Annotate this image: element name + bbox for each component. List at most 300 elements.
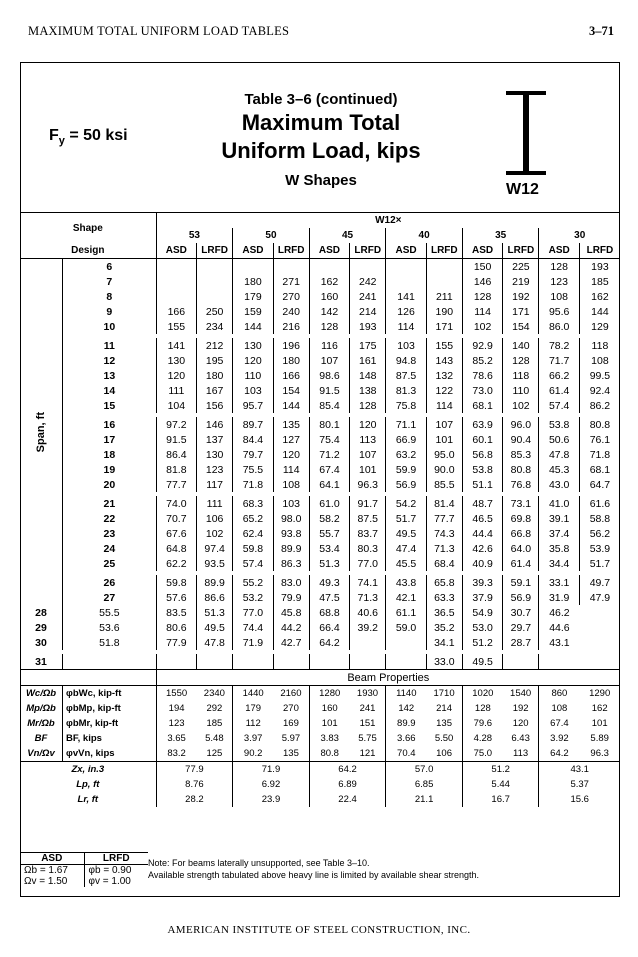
legend-phi-v: φv = 1.00	[88, 876, 131, 887]
load-cell: 58.2	[309, 511, 349, 526]
size-header-40: 40	[386, 228, 463, 243]
load-cell: 39.1	[539, 511, 579, 526]
load-cell: 116	[309, 338, 349, 353]
property-value: 185	[206, 718, 223, 729]
section-property-value: 77.9	[156, 762, 233, 778]
load-cell: 65.2	[233, 511, 273, 526]
load-cell: 102	[503, 398, 539, 413]
load-cell: 241	[350, 289, 386, 304]
table-row	[20, 605, 620, 620]
section-property-value: 43.1	[539, 762, 620, 778]
load-cell: 114	[386, 319, 426, 334]
section-property-value: 5.37	[539, 777, 620, 792]
load-cell: 91.5	[156, 432, 196, 447]
asd-header: ASD	[539, 243, 579, 259]
table-row	[20, 541, 620, 556]
property-row	[20, 731, 620, 746]
load-cell: 56.8	[462, 447, 502, 462]
load-cell: 46.2	[539, 605, 579, 620]
table-row	[20, 654, 620, 670]
load-cell: 43.1	[539, 635, 579, 650]
load-cell: 49.5	[462, 654, 502, 670]
property-value: 2340	[203, 688, 225, 699]
load-cell: 77.9	[156, 635, 196, 650]
load-cell: 167	[197, 383, 233, 398]
load-cell	[426, 259, 462, 275]
load-cell: 180	[273, 353, 309, 368]
load-cell: 34.1	[426, 635, 462, 650]
span-label-cell	[20, 259, 63, 606]
load-cell: 126	[386, 304, 426, 319]
load-cell: 79.9	[273, 590, 309, 605]
load-cell: 68.4	[426, 556, 462, 571]
load-cell: 73.1	[503, 496, 539, 511]
load-cell: 140	[503, 338, 539, 353]
load-cell: 57.6	[156, 590, 196, 605]
load-cell: 90.0	[426, 462, 462, 477]
property-value: 1140	[386, 686, 426, 702]
load-cell: 44.2	[273, 620, 309, 635]
section-property-row	[20, 792, 620, 807]
lrfd-header: LRFD	[579, 243, 620, 259]
load-cell: 57.4	[539, 398, 579, 413]
load-cell: 120	[273, 447, 309, 462]
load-cell: 154	[273, 383, 309, 398]
load-cell: 106	[197, 511, 233, 526]
load-cell: 144	[579, 304, 620, 319]
property-value: 5.89	[590, 733, 609, 744]
yield-stress: $F_y = 50$ ksi	[49, 127, 128, 148]
load-cell: 96.3	[350, 477, 386, 492]
property-value: 125	[206, 748, 223, 759]
load-cell: 120	[350, 417, 386, 432]
load-cell	[503, 654, 539, 670]
load-cell: 101	[426, 432, 462, 447]
load-cell	[156, 259, 196, 275]
load-cell: 81.8	[156, 462, 196, 477]
load-table	[20, 212, 620, 807]
load-cell: 103	[233, 383, 273, 398]
property-asd-label: Vn/Ωv	[20, 746, 63, 762]
load-cell: 45.8	[273, 605, 309, 620]
property-asd-label: Wc/Ωb	[20, 686, 63, 702]
load-cell: 55.5	[63, 605, 157, 620]
load-cell: 61.4	[539, 383, 579, 398]
title-line3: Uniform Load, kips	[221, 138, 421, 163]
load-cell: 94.8	[386, 353, 426, 368]
load-cell: 212	[197, 338, 233, 353]
asd-header: ASD	[233, 243, 273, 259]
table-row	[20, 432, 620, 447]
span-value: 11	[63, 338, 157, 353]
load-cell: 80.3	[350, 541, 386, 556]
load-cell: 45.5	[386, 556, 426, 571]
load-cell: 90.4	[503, 432, 539, 447]
load-cell: 51.7	[386, 511, 426, 526]
load-cell: 33.1	[539, 575, 579, 590]
load-cell: 71.3	[350, 590, 386, 605]
span-value: 19	[63, 462, 157, 477]
load-cell: 76.8	[503, 477, 539, 492]
load-cell: 193	[579, 259, 620, 275]
load-cell: 78.2	[539, 338, 579, 353]
load-cell: 49.5	[197, 620, 233, 635]
load-cell: 130	[233, 338, 273, 353]
load-cell: 78.6	[462, 368, 502, 383]
property-row	[20, 716, 620, 731]
load-cell: 68.1	[462, 398, 502, 413]
load-cell	[156, 289, 196, 304]
property-value: 121	[359, 748, 376, 759]
load-cell: 111	[197, 496, 233, 511]
load-cell: 58.8	[579, 511, 620, 526]
load-cell: 117	[197, 477, 233, 492]
property-value: 270	[283, 703, 299, 714]
load-cell: 162	[579, 289, 620, 304]
load-cell: 166	[156, 304, 196, 319]
load-cell: 219	[503, 274, 539, 289]
table-row	[20, 274, 620, 289]
load-cell: 37.4	[539, 526, 579, 541]
span-value: 28	[20, 605, 63, 620]
table-row	[20, 447, 620, 462]
load-cell: 102	[197, 526, 233, 541]
load-cell: 132	[426, 368, 462, 383]
load-cell: 225	[503, 259, 539, 275]
load-cell: 130	[156, 353, 196, 368]
load-cell	[426, 274, 462, 289]
shape-family-label: W12	[506, 181, 539, 198]
span-value: 7	[63, 274, 157, 289]
load-cell: 92.9	[462, 338, 502, 353]
property-value: 179	[233, 701, 273, 716]
property-value: 79.6	[462, 716, 502, 731]
property-value: 112	[233, 716, 273, 731]
span-value: 18	[63, 447, 157, 462]
load-cell: 77.0	[233, 605, 273, 620]
load-cell: 114	[462, 304, 502, 319]
property-value: 3.65	[156, 731, 196, 746]
load-cell: 62.4	[233, 526, 273, 541]
property-value: 75.0	[462, 746, 502, 762]
load-cell: 42.1	[386, 590, 426, 605]
publisher-footer: AMERICAN INSTITUTE OF STEEL CONSTRUCTION, INC.	[167, 924, 471, 936]
section-property-value: 64.2	[309, 762, 386, 778]
load-cell: 87.5	[350, 511, 386, 526]
legend-asd: ASD	[20, 853, 85, 864]
section-property-value: 21.1	[386, 792, 463, 807]
load-cell: 271	[273, 274, 309, 289]
property-value: 1710	[433, 688, 455, 699]
legend-phi-b: φb = 0.90	[88, 865, 132, 876]
load-cell: 93.5	[197, 556, 233, 571]
load-cell: 138	[350, 383, 386, 398]
load-cell: 155	[426, 338, 462, 353]
load-cell: 155	[156, 319, 196, 334]
load-cell: 68.1	[579, 462, 620, 477]
load-cell: 53.4	[309, 541, 349, 556]
property-value: 5.48	[205, 733, 224, 744]
load-cell: 61.0	[309, 496, 349, 511]
section-property-value: 8.76	[156, 777, 233, 792]
property-value: 135	[283, 748, 299, 759]
load-cell: 86.6	[197, 590, 233, 605]
load-cell	[273, 654, 309, 670]
property-value: 6.43	[511, 733, 530, 744]
load-cell: 150	[462, 259, 502, 275]
load-cell	[63, 654, 157, 670]
note-line1: Note: For beams laterally unsupported, see Table 3–10.	[148, 858, 370, 868]
property-value: 3.97	[233, 731, 273, 746]
legend-omega-b: Ωb = 1.67	[20, 865, 85, 876]
load-cell: 66.2	[539, 368, 579, 383]
property-row	[20, 701, 620, 716]
load-cell: 91.7	[350, 496, 386, 511]
load-cell: 51.3	[309, 556, 349, 571]
load-cell: 216	[273, 319, 309, 334]
load-cell: 98.6	[309, 368, 349, 383]
running-header: MAXIMUM TOTAL UNIFORM LOAD TABLES	[28, 24, 290, 38]
property-row	[20, 686, 620, 702]
section-property-value: 15.6	[539, 792, 620, 807]
load-cell: 55.2	[233, 575, 273, 590]
property-value: 3.83	[309, 731, 349, 746]
property-value: 162	[591, 703, 608, 714]
property-value: 214	[436, 703, 452, 714]
load-cell: 127	[273, 432, 309, 447]
load-cell: 71.8	[233, 477, 273, 492]
load-cell: 64.1	[309, 477, 349, 492]
load-cell: 234	[197, 319, 233, 334]
load-cell: 76.1	[579, 432, 620, 447]
load-cell	[386, 654, 426, 670]
load-cell: 97.2	[156, 417, 196, 432]
load-cell: 114	[426, 398, 462, 413]
section-property-value: 23.9	[233, 792, 310, 807]
property-value: 2160	[280, 688, 302, 699]
load-cell: 48.7	[462, 496, 502, 511]
span-value: 13	[63, 368, 157, 383]
load-cell: 42.7	[273, 635, 309, 650]
property-value: 169	[283, 718, 299, 729]
load-cell: 108	[273, 477, 309, 492]
property-value: 4.28	[462, 731, 502, 746]
load-cell: 114	[273, 462, 309, 477]
load-cell: 98.0	[273, 511, 309, 526]
load-cell: 86.3	[273, 556, 309, 571]
load-cell: 107	[426, 417, 462, 432]
load-cell: 108	[579, 353, 620, 368]
load-cell: 47.5	[309, 590, 349, 605]
note-line2: Available strength tabulated above heavy line is limited by available shear strength.	[148, 870, 480, 880]
load-cell: 128	[462, 289, 502, 304]
load-cell: 49.7	[579, 575, 620, 590]
shape-header: Shape	[20, 213, 156, 244]
load-cell: 79.7	[233, 447, 273, 462]
property-value: 1930	[356, 688, 379, 699]
load-cell: 171	[426, 319, 462, 334]
load-cell: 49.5	[386, 526, 426, 541]
span-value: 9	[63, 304, 157, 319]
beam-properties-title: Beam Properties	[347, 671, 430, 684]
load-cell: 68.8	[309, 605, 349, 620]
load-cell	[309, 259, 349, 275]
load-cell	[233, 654, 273, 670]
load-cell: 56.9	[386, 477, 426, 492]
table-row	[20, 556, 620, 571]
load-cell: 86.0	[539, 319, 579, 334]
asd-header: ASD	[156, 243, 196, 259]
section-property-value: 6.85	[386, 777, 463, 792]
load-cell: 91.5	[309, 383, 349, 398]
span-value: 6	[63, 259, 157, 275]
load-cell: 47.8	[197, 635, 233, 650]
load-cell: 211	[426, 289, 462, 304]
load-cell: 66.8	[503, 526, 539, 541]
load-cell: 74.0	[156, 496, 196, 511]
load-cell: 67.4	[309, 462, 349, 477]
load-cell: 59.0	[386, 620, 426, 635]
design-header: Design	[20, 243, 156, 259]
load-cell: 128	[503, 353, 539, 368]
section-property-value: 71.9	[233, 762, 310, 778]
load-cell: 29.7	[503, 620, 539, 635]
legend	[20, 852, 148, 897]
load-cell: 242	[350, 274, 386, 289]
section-property-label: Zx, in.3	[20, 762, 156, 778]
load-cell: 53.2	[233, 590, 273, 605]
property-value: 89.9	[386, 716, 426, 731]
load-cell: 144	[233, 319, 273, 334]
load-cell: 74.4	[233, 620, 273, 635]
load-cell: 141	[156, 338, 196, 353]
load-cell: 30.7	[503, 605, 539, 620]
property-value: 192	[512, 703, 529, 714]
section-property-label: Lp, ft	[20, 777, 156, 792]
load-cell	[539, 654, 579, 670]
load-cell: 160	[309, 289, 349, 304]
load-cell: 240	[273, 304, 309, 319]
load-cell	[156, 274, 196, 289]
load-cell	[273, 259, 309, 275]
span-axis-label: Span, ft	[35, 411, 48, 453]
load-cell: 34.4	[539, 556, 579, 571]
load-cell	[233, 259, 273, 275]
load-cell: 43.0	[539, 477, 579, 492]
load-cell: 36.5	[426, 605, 462, 620]
load-cell: 175	[350, 338, 386, 353]
load-cell: 71.1	[386, 417, 426, 432]
load-cell: 59.9	[386, 462, 426, 477]
section-property-row	[20, 762, 620, 778]
load-cell	[197, 274, 233, 289]
load-cell: 89.9	[273, 541, 309, 556]
table-row	[20, 398, 620, 413]
property-value: 194	[156, 701, 196, 716]
load-cell: 46.5	[462, 511, 502, 526]
load-cell: 143	[426, 353, 462, 368]
load-cell	[386, 259, 426, 275]
load-cell: 85.5	[426, 477, 462, 492]
load-cell: 39.2	[350, 620, 386, 635]
load-cell: 60.1	[462, 432, 502, 447]
property-value: 292	[206, 703, 223, 714]
table-row	[20, 620, 620, 635]
load-cell: 146	[462, 274, 502, 289]
size-header-45: 45	[309, 228, 386, 243]
legend-omega-v: Ωv = 1.50	[20, 876, 85, 887]
section-property-value: 6.92	[233, 777, 310, 792]
property-value: 1440	[233, 686, 273, 702]
size-header-53: 53	[156, 228, 233, 243]
load-cell: 41.0	[539, 496, 579, 511]
load-cell: 47.8	[539, 447, 579, 462]
table-row	[20, 368, 620, 383]
load-cell: 64.0	[503, 541, 539, 556]
span-value: 15	[63, 398, 157, 413]
load-cell: 31.9	[539, 590, 579, 605]
load-cell: 28.7	[503, 635, 539, 650]
property-value: 5.97	[281, 733, 301, 744]
load-cell: 33.0	[426, 654, 462, 670]
property-value: 135	[436, 718, 452, 729]
span-value: 12	[63, 353, 157, 368]
load-cell: 40.6	[350, 605, 386, 620]
property-value: 70.4	[386, 746, 426, 762]
property-value: 1020	[462, 686, 502, 702]
span-value: 24	[63, 541, 157, 556]
span-value: 17	[63, 432, 157, 447]
load-cell: 84.4	[233, 432, 273, 447]
load-cell: 129	[579, 319, 620, 334]
load-cell: 37.9	[462, 590, 502, 605]
legend-lrfd: LRFD	[102, 853, 130, 864]
load-cell: 93.8	[273, 526, 309, 541]
load-cell: 45.3	[539, 462, 579, 477]
lrfd-header: LRFD	[273, 243, 309, 259]
load-cell: 75.4	[309, 432, 349, 447]
property-lrfd-label: BF, kips	[63, 731, 157, 746]
property-value: 3.92	[539, 731, 579, 746]
load-cell: 53.9	[579, 541, 620, 556]
table-note	[148, 857, 479, 881]
section-property-value: 28.2	[156, 792, 233, 807]
load-cell: 118	[579, 338, 620, 353]
load-cell: 85.4	[309, 398, 349, 413]
property-value: 123	[156, 716, 196, 731]
asd-header: ASD	[462, 243, 502, 259]
property-value: 151	[359, 718, 376, 729]
property-value: 101	[591, 718, 608, 729]
load-cell: 63.9	[462, 417, 502, 432]
load-cell: 66.4	[309, 620, 349, 635]
property-value: 106	[436, 748, 452, 759]
asd-header: ASD	[386, 243, 426, 259]
load-cell: 86.2	[579, 398, 620, 413]
shape-group: W12×	[375, 215, 402, 226]
size-header-30: 30	[539, 228, 620, 243]
load-cell: 68.3	[233, 496, 273, 511]
property-value: 108	[539, 701, 579, 716]
load-cell: 86.4	[156, 447, 196, 462]
load-cell: 159	[233, 304, 273, 319]
span-value: 21	[63, 496, 157, 511]
load-cell: 107	[309, 353, 349, 368]
span-value: 8	[63, 289, 157, 304]
table-title	[171, 91, 471, 189]
load-cell: 69.8	[503, 511, 539, 526]
load-cell: 53.8	[462, 462, 502, 477]
